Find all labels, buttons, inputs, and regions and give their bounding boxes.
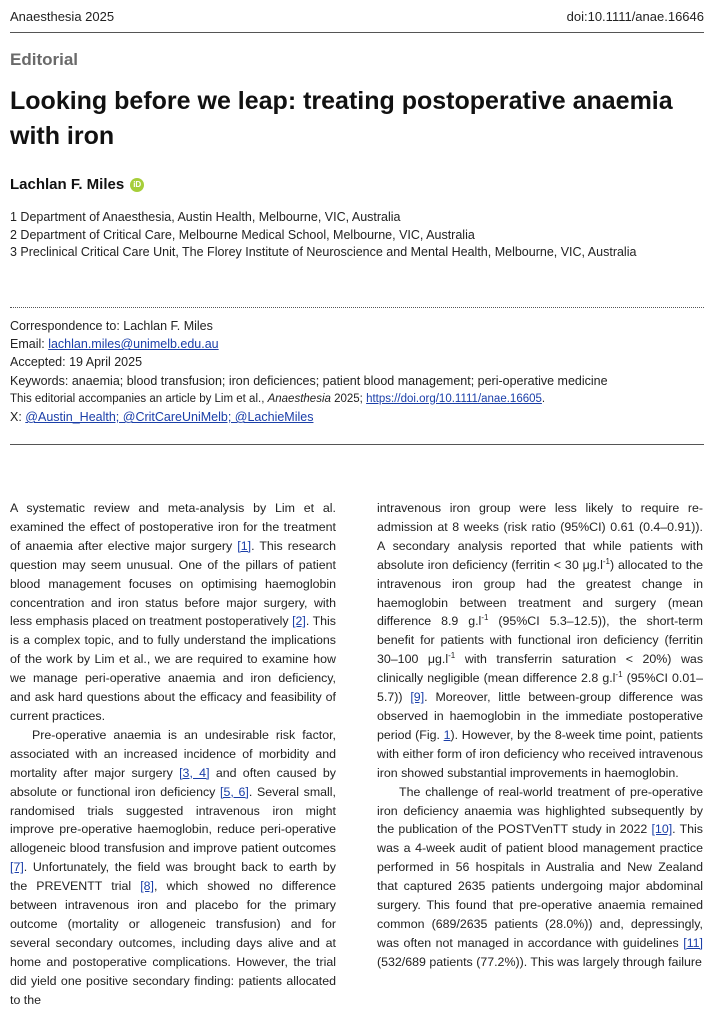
body-text: and often caused by absolute or functional iron deficiency (10, 765, 336, 799)
keywords: Keywords: anaemia; blood transfusion; iron deficiences; patient blood management; peri-operative medicine (10, 373, 608, 388)
accompanies-suffix: 2025; (330, 392, 367, 405)
body-text: ). However, by the 8-week time point, patients with either form of iron deficiency who received intravenous iron showed substantial improvements in haemoglobin. (377, 727, 703, 780)
superscript: -1 (602, 556, 610, 566)
x-handles-line (10, 408, 608, 426)
affiliations (10, 209, 636, 262)
superscript: -1 (448, 651, 456, 661)
body-text: . This was a 4-week audit of patient blood management practice performed in 56 hospitals in Australia and New Zealand that captured 2635 patients undergoing major abdominal surgery. This found that pre-operative anaemia remained common (689/2635 patients (28.0%)) and, depressingly, was often not managed in accordance with guidelines (377, 822, 703, 950)
body-paragraph (10, 726, 336, 1009)
orcid-icon[interactable]: iD (130, 178, 144, 192)
body-text: . Moreover, little between-group difference was observed in haemoglobin in the immediate postoperative period (Fig. (377, 690, 703, 742)
body-paragraph (10, 499, 336, 726)
author-name[interactable]: Lachlan F. Miles (10, 176, 125, 193)
body-text: . Several small, randomised trials suggested intravenous iron might improve pre-operative haemoglobin, reduce peri-operative allogeneic blood transfusion and improve patient outcomes (10, 784, 336, 856)
body-text: ) allocated to the intravenous iron group had the greatest change in haemoglobin between treatment and surgery (mean difference 8.9 g.l (377, 557, 703, 629)
affiliation-3: 3 Preclinical Critical Care Unit, The Florey Institute of Neuroscience and Mental Health, Melbourne, VIC, Australia (10, 245, 637, 259)
body-text: The challenge of real-world treatment of pre-operative iron deficiency anaemia was highlighted subsequently by the publication of the POSTVenTT study in 2022 (377, 784, 703, 837)
body-text: . This is a complex topic, and to fully understand the implications of the work by Lim et al., we are required to examine how we manage peri-operative anaemia and iron deficiency, and ask hard questions about the efficacy and feasibility of current practices. (10, 614, 336, 723)
citation-link[interactable]: [9] (410, 690, 425, 705)
section-label: Editorial (10, 50, 79, 69)
affiliation-1: 1 Department of Anaesthesia, Austin Health, Melbourne, VIC, Australia (10, 210, 401, 224)
body-text: (95%CI 0.01–5.7)) (377, 671, 703, 705)
accompanies-prefix: This editorial accompanies an article by Lim et al., (10, 392, 268, 405)
x-label: X: (10, 410, 26, 425)
x-handles-link[interactable]: @Austin_Health; @CritCareUniMelb; @LachieMiles (25, 410, 314, 425)
body-text: (532/689 patients (77.2%)). This was largely through failure (377, 954, 702, 969)
citation-link[interactable]: [8] (140, 879, 154, 894)
metadata-divider (10, 444, 704, 445)
citation-link[interactable]: [5, 6] (220, 784, 249, 799)
author-line (10, 176, 144, 193)
affiliation-2: 2 Department of Critical Care, Melbourne Medical School, Melbourne, VIC, Australia (10, 227, 475, 242)
citation-link[interactable]: [1] (237, 538, 252, 553)
body-column-right (377, 499, 703, 972)
body-paragraph (377, 499, 703, 783)
accompanies-end: . (541, 392, 546, 405)
body-text: (95%CI 5.3–12.5)), the short-term benefit for patients with functional iron deficiency (ferritin 30–100 μg.l (377, 614, 703, 667)
body-text: , which showed no difference between intravenous iron and placebo for the primary outcome (mortality or allogeneic transfusion) and for several secondary outcomes, including days alive and at home and postoperative complications. However, the trial did yield one positive secondary finding: patients allocated to the (10, 879, 337, 1007)
citation-link[interactable]: [11] (683, 935, 703, 950)
email-link[interactable]: lachlan.miles@unimelb.edu.au (48, 337, 219, 352)
citation-link[interactable]: [3, 4] (179, 765, 210, 780)
body-text: intravenous iron group were less likely to require re-admission at 8 weeks (risk ratio (95%CI) 0.61 (0.4–0.91)). A secondary analysis reported that while patients with absolute iron deficiency (ferritin < 30 μg.l (377, 501, 703, 572)
citation-link[interactable]: [2] (292, 614, 306, 629)
article-metadata (10, 317, 608, 426)
body-text: . This research question may seem unusual. One of the pillars of patient blood management focuses on optimising haemoglobin concentration and iron status before major surgery, with less emphasis placed on treatment postoperatively (10, 538, 336, 629)
journal-name: Anaesthesia 2025 (10, 9, 115, 24)
citation-link[interactable]: 1 (443, 727, 451, 742)
superscript: -1 (481, 613, 489, 623)
body-column-left (10, 499, 336, 1009)
body-text: with transferrin saturation < 20%) was clinically negligible (mean difference 2.8 g.l (377, 652, 704, 686)
email-line (10, 335, 608, 353)
accompanies-link[interactable]: https://doi.org/10.1111/anae.16605 (366, 392, 542, 405)
citation-link[interactable]: [7] (10, 860, 24, 875)
accepted-date: Accepted: 19 April 2025 (10, 355, 143, 370)
correspondence: Correspondence to: Lachlan F. Miles (10, 319, 213, 333)
dotted-divider (10, 307, 704, 308)
doi[interactable]: doi:10.1111/anae.16646 (566, 9, 704, 24)
accompanies-note (10, 390, 608, 408)
body-text: . Unfortunately, the field was brought back to earth by the PREVENTT trial (10, 860, 336, 894)
superscript: -1 (615, 670, 623, 680)
accompanies-journal: Anaesthesia (267, 392, 331, 405)
body-text: Pre-operative anaemia is an undesirable risk factor, associated with an increased incidence of morbidity and mortality after major surgery (10, 727, 336, 780)
body-text: A systematic review and meta-analysis by Lim et al. examined the effect of postoperative iron for the treatment of anaemia after elective major surgery (10, 501, 336, 553)
email-label: Email: (10, 337, 49, 352)
citation-link[interactable]: [10] (651, 822, 673, 837)
header-divider (10, 32, 704, 33)
article-title: Looking before we leap: treating postoperative anaemia with iron (10, 87, 673, 150)
body-paragraph (377, 783, 703, 972)
running-header (10, 9, 704, 24)
